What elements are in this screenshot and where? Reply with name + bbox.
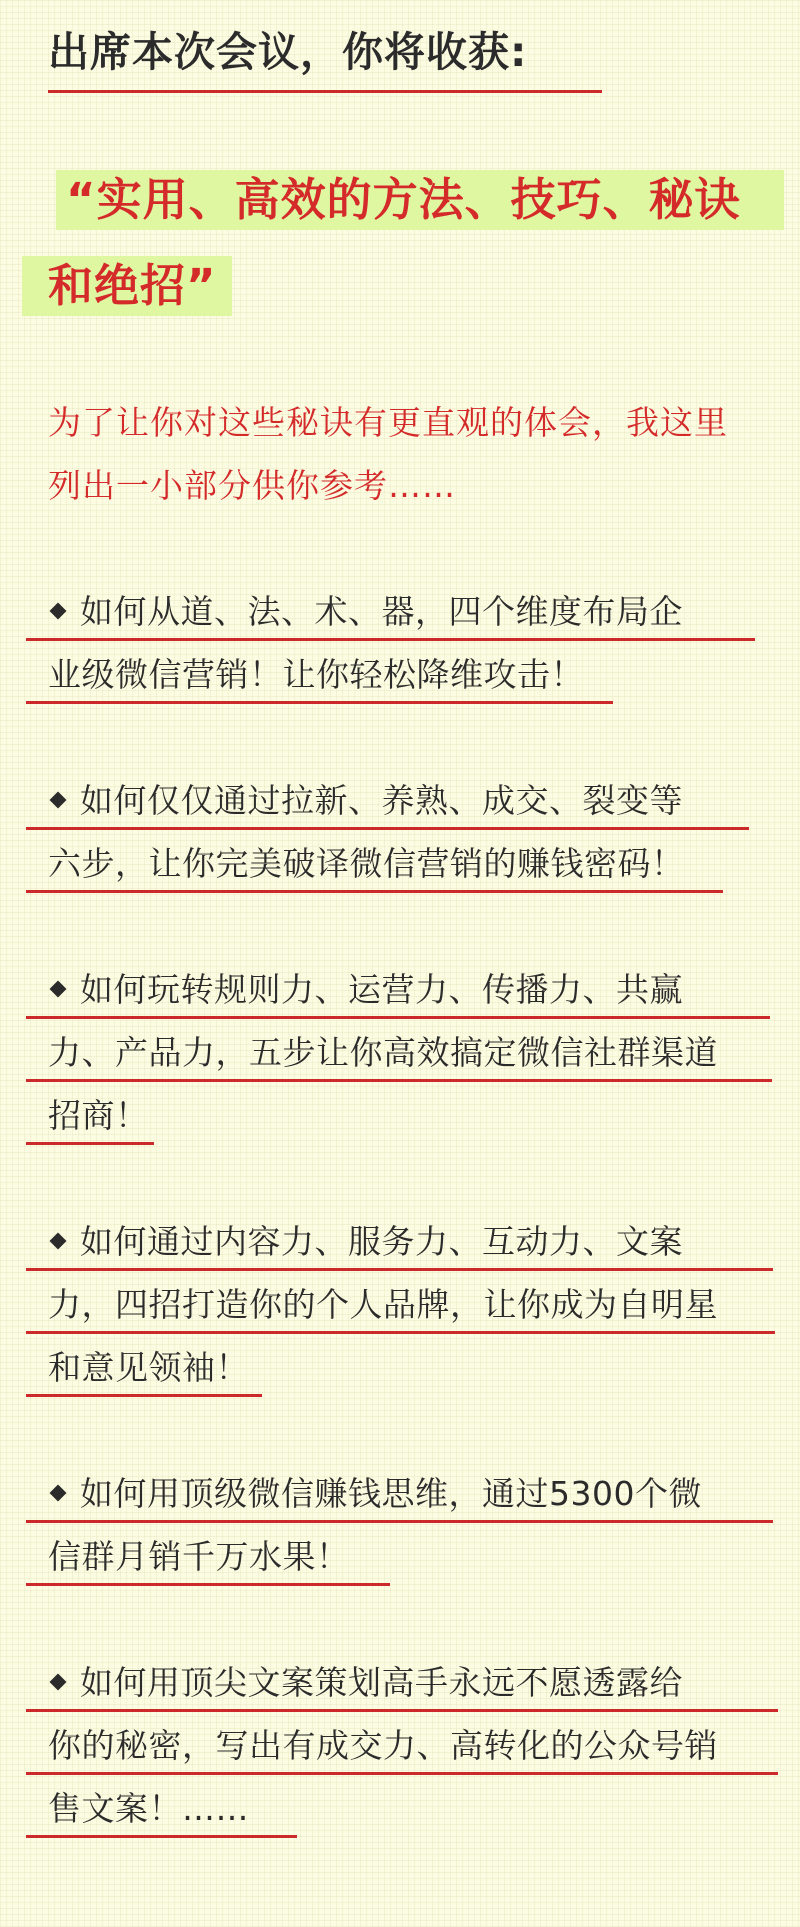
bullet-underline bbox=[26, 1079, 772, 1082]
bullet-underline bbox=[26, 1394, 262, 1397]
bullet-underline bbox=[26, 1142, 154, 1145]
bullet-text: 如何从道、法、术、器，四个维度布局企 bbox=[80, 592, 683, 631]
bullet-underline bbox=[26, 890, 723, 893]
diamond-bullet-icon bbox=[50, 603, 67, 620]
bullet-underline bbox=[26, 1583, 390, 1586]
bullet-6-line-3: 售文案！…… bbox=[48, 1789, 249, 1828]
bullet-underline bbox=[26, 1016, 770, 1019]
bullet-5-line-1 bbox=[48, 1464, 702, 1524]
bullet-6-line-2: 你的秘密，写出有成交力、高转化的公众号销 bbox=[48, 1726, 718, 1765]
intro-line-2: 列出一小部分供你参考…… bbox=[48, 466, 456, 505]
bullet-3-line-2: 力、产品力，五步让你高效搞定微信社群渠道 bbox=[48, 1033, 718, 1072]
bullet-underline bbox=[26, 1331, 775, 1334]
bullet-underline bbox=[26, 1835, 297, 1838]
heading-underline bbox=[48, 90, 602, 93]
diamond-bullet-icon bbox=[50, 1233, 67, 1250]
diamond-bullet-icon bbox=[50, 1674, 67, 1691]
bullet-3-line-1 bbox=[48, 960, 683, 1020]
diamond-bullet-icon bbox=[50, 1485, 67, 1502]
bullet-underline bbox=[26, 827, 749, 830]
bullet-4-line-3: 和意见领袖！ bbox=[48, 1348, 249, 1387]
section-heading: 出席本次会议，你将收获: bbox=[48, 28, 528, 76]
bullet-underline bbox=[26, 638, 755, 641]
intro-line-1: 为了让你对这些秘诀有更直观的体会，我这里 bbox=[48, 403, 728, 442]
bullet-4-line-1 bbox=[48, 1212, 683, 1272]
bullet-underline bbox=[26, 1268, 773, 1271]
highlight-quote-line-1: “实用、高效的方法、技巧、秘诀 bbox=[56, 170, 784, 230]
diamond-bullet-icon bbox=[50, 792, 67, 809]
bullet-text: 如何用顶级微信赚钱思维，通过5300个微 bbox=[80, 1474, 702, 1513]
bullet-1-line-1 bbox=[48, 582, 683, 642]
bullet-6-line-1 bbox=[48, 1653, 683, 1713]
bullet-underline bbox=[26, 1520, 773, 1523]
bullet-text: 如何玩转规则力、运营力、传播力、共赢 bbox=[80, 970, 683, 1009]
bullet-underline bbox=[26, 1772, 778, 1775]
bullet-1-line-2: 业级微信营销！让你轻松降维攻击！ bbox=[48, 655, 584, 694]
bullet-3-line-3: 招商！ bbox=[48, 1096, 149, 1135]
bullet-underline bbox=[26, 701, 613, 704]
bullet-5-line-2: 信群月销千万水果！ bbox=[48, 1537, 350, 1576]
bullet-4-line-2: 力，四招打造你的个人品牌，让你成为自明星 bbox=[48, 1285, 718, 1324]
bullet-2-line-1 bbox=[48, 771, 683, 831]
bullet-underline bbox=[26, 1709, 778, 1712]
bullet-text: 如何通过内容力、服务力、互动力、文案 bbox=[80, 1222, 683, 1261]
highlight-quote-line-2: 和绝招” bbox=[22, 256, 232, 316]
bullet-text: 如何仅仅通过拉新、养熟、成交、裂变等 bbox=[80, 781, 683, 820]
bullet-text: 如何用顶尖文案策划高手永远不愿透露给 bbox=[80, 1663, 683, 1702]
bullet-2-line-2: 六步，让你完美破译微信营销的赚钱密码！ bbox=[48, 844, 685, 883]
diamond-bullet-icon bbox=[50, 981, 67, 998]
